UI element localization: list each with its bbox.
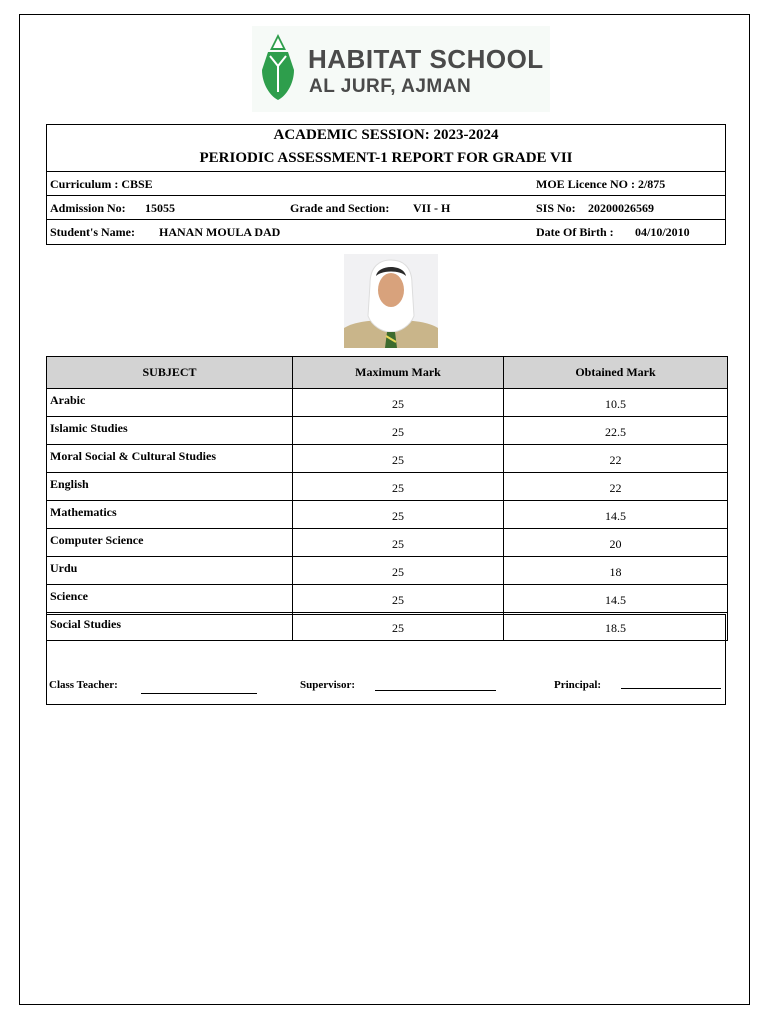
student-name-value: HANAN MOULA DAD	[159, 225, 281, 239]
header-maximum-mark: Maximum Mark	[293, 357, 504, 389]
subject-cell: Urdu	[47, 557, 293, 585]
school-logo	[252, 26, 550, 112]
max-mark-cell: 25	[293, 473, 504, 501]
supervisor-label: Supervisor:	[300, 679, 355, 691]
max-mark-cell: 25	[293, 529, 504, 557]
student-photo	[344, 254, 438, 348]
admission-label: Admission No:	[50, 201, 126, 215]
obtained-mark-cell: 22.5	[504, 417, 728, 445]
max-mark-cell: 25	[293, 417, 504, 445]
subject-cell: Islamic Studies	[47, 417, 293, 445]
dob-label: Date Of Birth :	[536, 225, 614, 239]
subject-cell: Social Studies	[47, 613, 293, 641]
max-mark-cell: 25	[293, 389, 504, 417]
table-row	[47, 557, 728, 585]
sis-label: SIS No:	[536, 201, 576, 215]
class-teacher-signature-line	[141, 693, 257, 694]
supervisor-signature-line	[375, 690, 496, 691]
table-row	[47, 501, 728, 529]
dob-value: 04/10/2010	[635, 225, 690, 239]
obtained-mark-cell: 18.5	[504, 613, 728, 641]
divider	[47, 195, 725, 196]
school-name: HABITAT SCHOOL	[308, 44, 544, 74]
report-title: PERIODIC ASSESSMENT-1 REPORT FOR GRADE VII	[199, 150, 573, 166]
marks-table	[46, 356, 728, 641]
principal-signature-line	[621, 688, 721, 689]
obtained-mark-cell: 22	[504, 445, 728, 473]
class-teacher-label: Class Teacher:	[49, 679, 118, 691]
subject-cell: Moral Social & Cultural Studies	[47, 445, 293, 473]
obtained-mark-cell: 14.5	[504, 585, 728, 613]
obtained-mark-cell: 20	[504, 529, 728, 557]
signature-box	[46, 614, 726, 705]
max-mark-cell: 25	[293, 501, 504, 529]
table-row	[47, 417, 728, 445]
obtained-mark-cell: 18	[504, 557, 728, 585]
obtained-mark-cell: 14.5	[504, 501, 728, 529]
pencil-leaf-logo-icon	[258, 32, 298, 102]
student-name-label: Student's Name:	[50, 225, 136, 239]
header-obtained-mark: Obtained Mark	[504, 357, 728, 389]
student-portrait	[344, 254, 438, 348]
admission-value: 15055	[145, 201, 175, 215]
subject-cell: Science	[47, 585, 293, 613]
sis-value: 20200026569	[588, 201, 654, 215]
obtained-mark-cell: 10.5	[504, 389, 728, 417]
max-mark-cell: 25	[293, 613, 504, 641]
table-row	[47, 389, 728, 417]
subject-cell: Computer Science	[47, 529, 293, 557]
moe-licence: MOE Licence NO : 2/875	[536, 177, 666, 191]
session-title: ACADEMIC SESSION: 2023-2024	[273, 127, 499, 143]
grade-label: Grade and Section:	[290, 201, 390, 215]
divider	[47, 171, 725, 172]
max-mark-cell: 25	[293, 445, 504, 473]
subject-cell: Mathematics	[47, 501, 293, 529]
divider	[47, 219, 725, 220]
table-row	[47, 473, 728, 501]
subject-cell: Arabic	[47, 389, 293, 417]
subject-cell: English	[47, 473, 293, 501]
header-subject: SUBJECT	[47, 357, 293, 389]
max-mark-cell: 25	[293, 585, 504, 613]
table-row	[47, 445, 728, 473]
school-location: AL JURF, AJMAN	[309, 76, 472, 97]
principal-label: Principal:	[554, 679, 602, 691]
student-info-box	[46, 124, 726, 245]
obtained-mark-cell: 22	[504, 473, 728, 501]
grade-value: VII - H	[413, 201, 451, 215]
max-mark-cell: 25	[293, 557, 504, 585]
curriculum: Curriculum : CBSE	[50, 177, 153, 191]
table-row	[47, 529, 728, 557]
table-row	[47, 585, 728, 613]
